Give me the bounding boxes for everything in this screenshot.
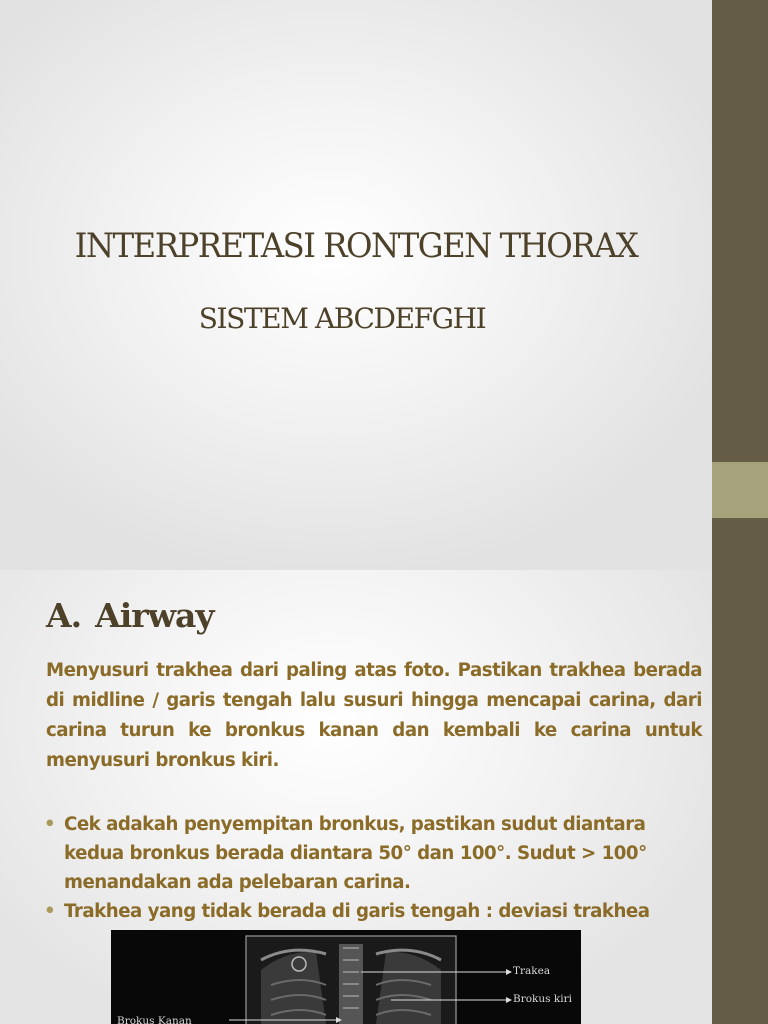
chest-xray-image	[111, 930, 581, 1024]
slide-title-text: INTERPRETASI RONTGEN THORAX	[74, 226, 638, 266]
bullet-text: Cek adakah penyempitan bronkus, pastikan sudut diantara kedua bronkus berada diantara 50° dan 100°. Sudut > 100° menandakan ada pelebaran carina.	[64, 814, 647, 893]
xray-label-bronkus-kanan: Brokus Kanan	[117, 1015, 192, 1024]
bullet-text: Trakhea yang tidak berada di garis tengah : deviasi trakhea	[64, 901, 650, 922]
bullet-item	[44, 897, 704, 926]
section-heading-letter: A.	[46, 596, 82, 635]
section-heading	[46, 596, 214, 635]
sidebar-accent-block	[712, 462, 768, 518]
slide-subtitle-text: SISTEM ABCDEFGHI	[198, 302, 486, 335]
xray-label-trakea: Trakea	[513, 965, 551, 977]
bullet-dot-icon: •	[44, 901, 56, 922]
section-heading-text: Airway	[95, 596, 214, 635]
bullet-dot-icon: •	[44, 814, 56, 835]
bullet-list	[44, 810, 704, 926]
airway-paragraph: Menyusuri trakhea dari paling atas foto. Pastikan trakhea berada di midline / garis tengah lalu susuri hingga mencapai carina, dari carina turun ke bronkus kanan dan kembali ke carina untuk menyusuri bronkus kiri.	[46, 660, 702, 771]
bullet-item	[44, 810, 704, 897]
xray-label-bronkus-kiri: Brokus kiri	[513, 993, 573, 1005]
chest-xray-drawing	[111, 930, 581, 1024]
